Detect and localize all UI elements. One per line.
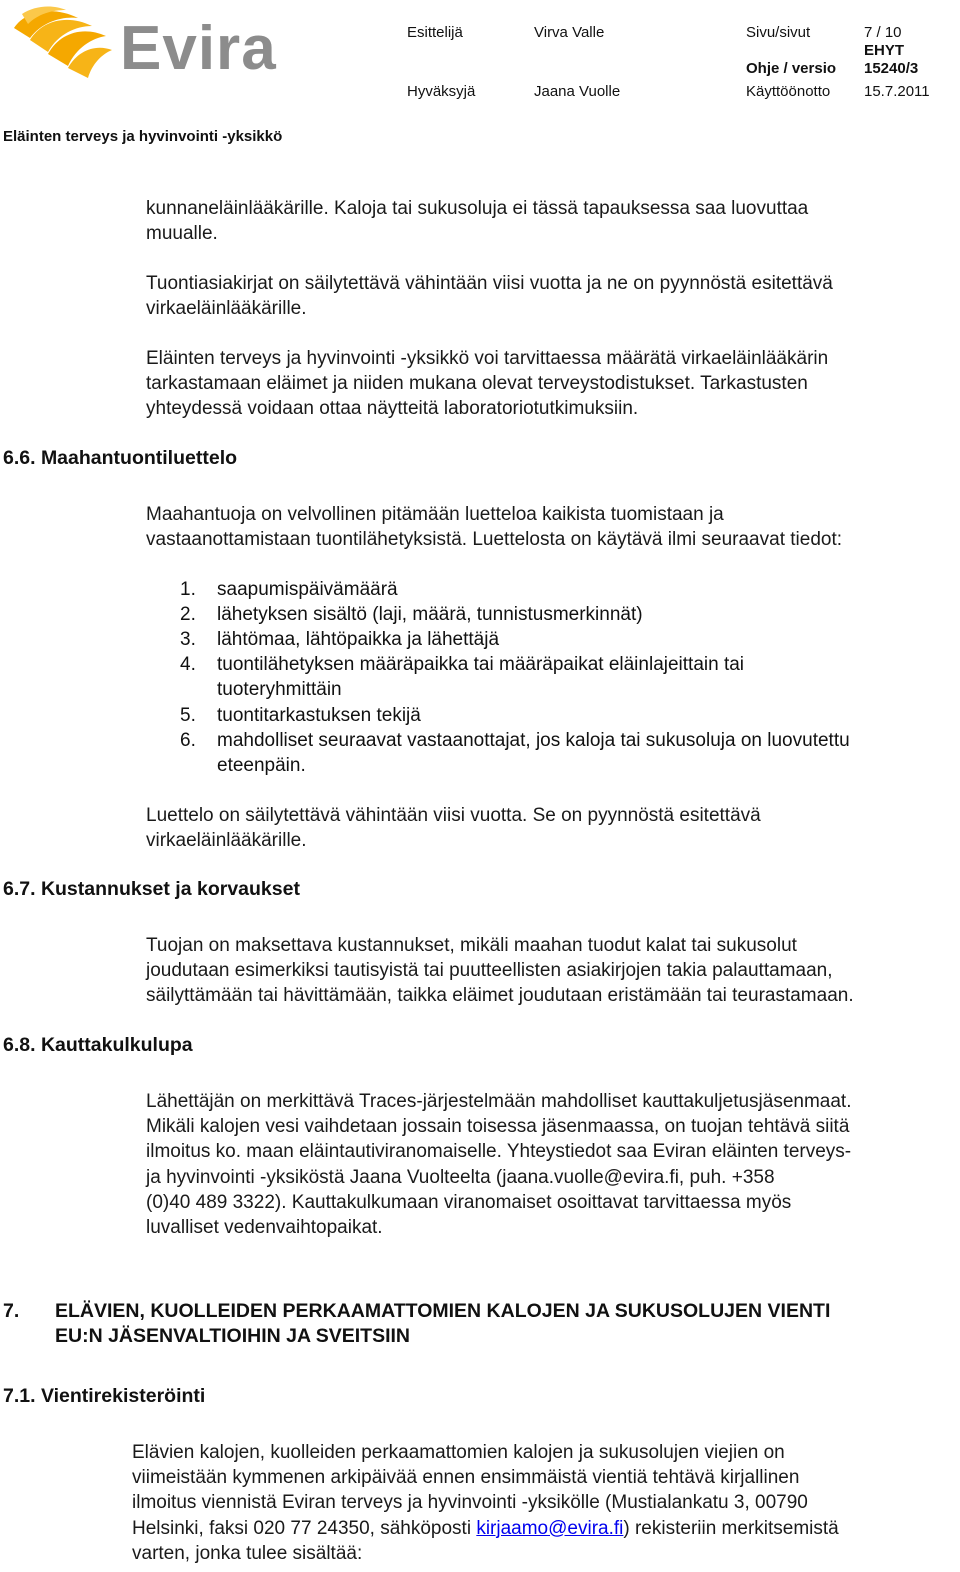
- guide-label: Ohje / versio: [746, 60, 837, 77]
- list-text: eteenpäin.: [217, 755, 306, 777]
- list-number: 2.: [180, 604, 196, 625]
- list-text: lähtömaa, lähtöpaikka ja lähettäjä: [217, 629, 500, 650]
- list-text: mahdolliset seuraavat vastaanottajat, jos kaloja tai sukusoluja on luovutettu: [217, 730, 850, 751]
- paragraph-5: [146, 803, 960, 853]
- evira-logo: [8, 4, 277, 84]
- text-line: ilmoitus ko. maan eläintautiviranomaiselle. Yhteystiedot saa Eviran eläinten terveys-: [146, 1141, 852, 1163]
- doc-code: EHYT: [864, 42, 905, 59]
- text-span: ) rekisteriin merkitsemistä: [623, 1517, 839, 1539]
- approver-label: Hyväksyjä: [407, 83, 476, 100]
- paragraph-2: [146, 271, 960, 321]
- text-line: joudutaan esimerkiksi tautisyistä tai puutteellisten asiakirjojen takia palauttamaan,: [146, 960, 833, 982]
- heading-7-1: 7.1. Vientirekisteröinti: [3, 1385, 206, 1407]
- adoption-label: Käyttöönotto: [746, 83, 831, 100]
- text-line: Tuojan on maksettava kustannukset, mikäli maahan tuodut kalat tai sukusolut: [146, 935, 797, 956]
- list-number: 6.: [180, 730, 196, 751]
- text-line: Lähettäjän on merkittävä Traces-järjestelmään mahdolliset kauttakuljetusjäsenmaat.: [146, 1091, 852, 1112]
- heading-7-number: 7.: [3, 1300, 20, 1322]
- list-item-6: [180, 728, 960, 780]
- paragraph-3: [146, 346, 960, 422]
- heading-6-6: 6.6. Maahantuontiluettelo: [3, 447, 238, 469]
- page-label: Sivu/sivut: [746, 24, 811, 41]
- text-span: Helsinki, faksi 020 77 24350, sähköposti: [132, 1517, 477, 1539]
- paragraph-7: [146, 1089, 960, 1240]
- text-line: kunnaneläinlääkärille. Kaloja tai sukusoluja ei tässä tapauksessa saa luovuttaa: [146, 198, 809, 219]
- text-line: [132, 1516, 960, 1541]
- text-line: muualle.: [146, 223, 218, 245]
- heading-line: EU:N JÄSENVALTIOIHIN JA SVEITSIIN: [55, 1325, 411, 1347]
- text-line: Luettelo on säilytettävä vähintään viisi vuotta. Se on pyynnöstä esitettävä: [146, 805, 761, 826]
- paragraph-8: [132, 1440, 960, 1566]
- text-line: ja hyvinvointi -yksiköstä Jaana Vuolteelta (jaana.vuolle@evira.fi, puh. +358: [146, 1166, 775, 1188]
- list-number: 3.: [180, 629, 196, 650]
- text-line: Elävien kalojen, kuolleiden perkaamattomien kalojen ja sukusolujen viejien on: [132, 1442, 785, 1463]
- heading-7: [55, 1299, 830, 1349]
- text-line: Maahantuoja on velvollinen pitämään luetteloa kaikista tuomistaan ja: [146, 504, 724, 525]
- text-line: viimeistään kymmenen arkipäivää ennen ensimmäistä vientiä tehtävä kirjallinen: [132, 1467, 800, 1489]
- text-line: virkaeläinlääkärille.: [146, 830, 307, 852]
- email-link[interactable]: kirjaamo@evira.fi: [476, 1517, 624, 1539]
- text-line: Eläinten terveys ja hyvinvointi -yksikkö voi tarvittaessa määrätä virkaeläinlääkärin: [146, 348, 829, 369]
- list-text: lähetyksen sisältö (laji, määrä, tunnistusmerkinnät): [217, 604, 643, 625]
- text-line: säilyttämään tai hävittämään, taikka eläimet joudutaan eristämään tai teurastamaan.: [146, 985, 854, 1007]
- list-number: 4.: [180, 654, 196, 675]
- approver-name: Jaana Vuolle: [534, 83, 621, 100]
- guide-value: 15240/3: [864, 60, 919, 77]
- presenter-name: Virva Valle: [534, 24, 605, 41]
- logo-wordmark: Evira: [120, 14, 277, 83]
- list-number: 5.: [180, 705, 196, 726]
- paragraph-1: [146, 196, 960, 246]
- list-text: tuontitarkastuksen tekijä: [217, 705, 421, 726]
- list-text: saapumispäivämäärä: [217, 579, 398, 600]
- paragraph-6: [146, 933, 960, 1009]
- presenter-label: Esittelijä: [407, 24, 463, 41]
- list-number: 1.: [180, 579, 196, 600]
- paragraph-4: [146, 502, 960, 552]
- text-line: Mikäli kalojen vesi vaihdetaan jossain toisessa jäsenmaassa, on tuojan tehtävä siitä: [146, 1116, 850, 1138]
- text-line: luvalliset vedenvaihtopaikat.: [146, 1217, 383, 1239]
- list-text: tuoteryhmittäin: [217, 679, 342, 701]
- text-line: vastaanottamistaan tuontilähetyksistä. Luettelosta on käytävä ilmi seuraavat tiedot:: [146, 529, 843, 551]
- text-line: Tuontiasiakirjat on säilytettävä vähintään viisi vuotta ja ne on pyynnöstä esitettävä: [146, 273, 833, 294]
- heading-6-7: 6.7. Kustannukset ja korvaukset: [3, 878, 300, 900]
- unit-name: Eläinten terveys ja hyvinvointi -yksikkö: [3, 128, 283, 145]
- adoption-date: 15.7.2011: [864, 83, 930, 100]
- text-line: (0)40 489 3322). Kauttakulkumaan viranomaiset osoittavat tarvittaessa myös: [146, 1191, 792, 1213]
- text-line: tarkastamaan eläimet ja niiden mukana olevat terveystodistukset. Tarkastusten: [146, 373, 808, 395]
- heading-6-8: 6.8. Kauttakulkulupa: [3, 1034, 193, 1056]
- heading-line: ELÄVIEN, KUOLLEIDEN PERKAAMATTOMIEN KALOJEN JA SUKUSOLUJEN VIENTI: [55, 1300, 831, 1322]
- text-line: yhteydessä voidaan ottaa näytteitä laboratoriotutkimuksiin.: [146, 398, 639, 420]
- page-value: 7 / 10: [864, 24, 902, 41]
- text-line: varten, jonka tulee sisältää:: [132, 1542, 363, 1564]
- list-item-4: [180, 652, 960, 704]
- text-line: ilmoitus viennistä Eviran terveys ja hyvinvointi -yksikölle (Mustialankatu 3, 00790: [132, 1492, 808, 1514]
- text-line: virkaeläinlääkärille.: [146, 298, 307, 320]
- list-text: tuontilähetyksen määräpaikka tai määräpaikat eläinlajeittain tai: [217, 654, 745, 675]
